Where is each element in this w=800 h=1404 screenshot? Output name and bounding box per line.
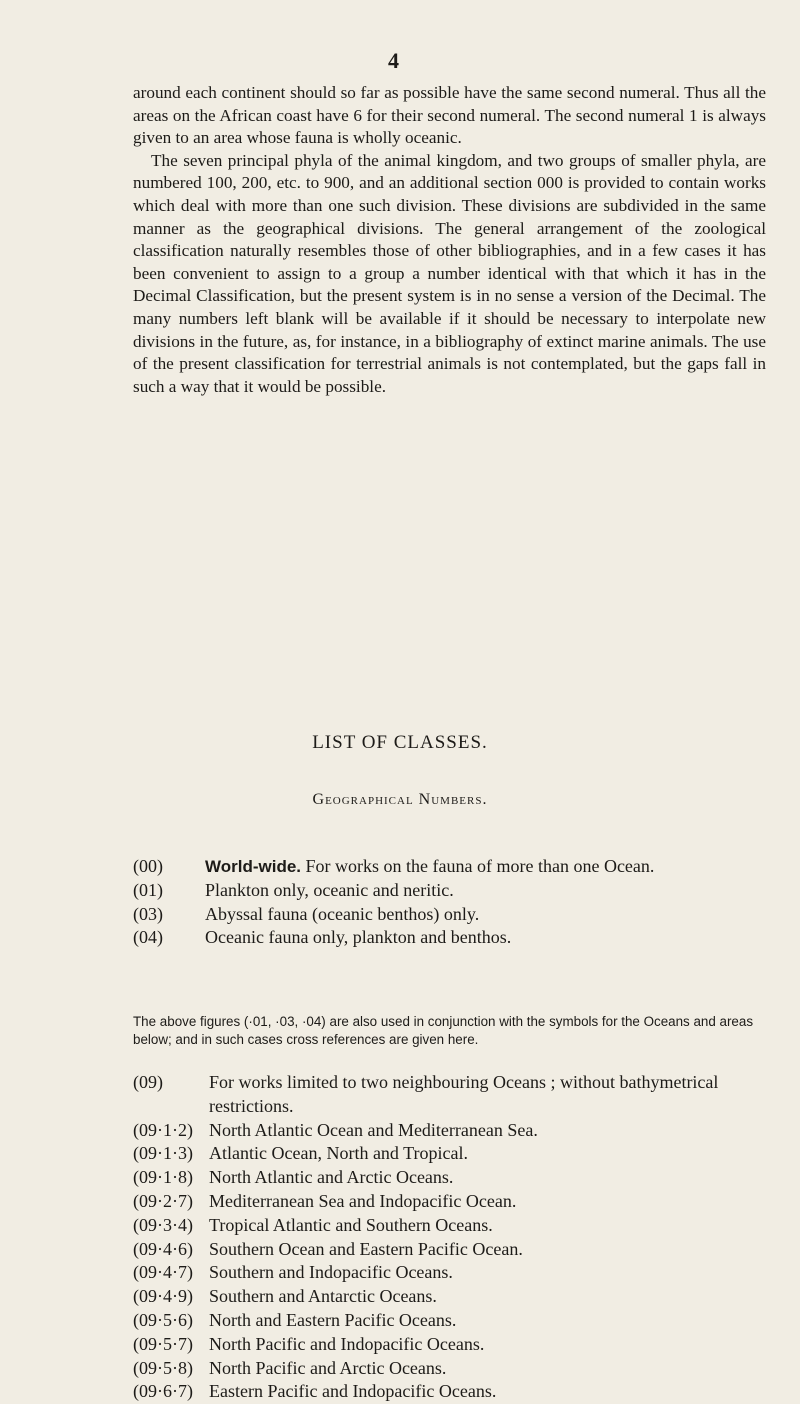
class-row bbox=[133, 1261, 766, 1285]
class-row bbox=[133, 926, 766, 950]
list-subheading: Geographical Numbers. bbox=[312, 791, 488, 808]
class-code: (09·3·4) bbox=[133, 1214, 193, 1235]
class-row bbox=[133, 855, 766, 879]
class-text: Atlantic Ocean, North and Tropical. bbox=[209, 1143, 468, 1164]
primary-class-list bbox=[133, 855, 766, 950]
class-row bbox=[133, 1166, 766, 1190]
class-text: North Atlantic Ocean and Mediterranean Sea. bbox=[209, 1119, 538, 1140]
class-code: (03) bbox=[133, 903, 163, 924]
class-row bbox=[133, 903, 766, 927]
class-text: North Pacific and Arctic Oceans. bbox=[209, 1357, 447, 1378]
class-row bbox=[133, 1071, 766, 1119]
class-text: North Pacific and Indopacific Oceans. bbox=[209, 1333, 485, 1354]
class-text: Tropical Atlantic and Southern Oceans. bbox=[209, 1214, 493, 1235]
class-text: Mediterranean Sea and Indopacific Ocean. bbox=[209, 1190, 517, 1211]
class-code: (09·5·8) bbox=[133, 1357, 193, 1378]
intro-text bbox=[133, 82, 766, 398]
footnote: The above figures (·01, ·03, ·04) are also used in conjunction with the symbols for the Oceans and areas below; and in such cases cross references are given here. bbox=[133, 1014, 754, 1047]
class-text: Plankton only, oceanic and neritic. bbox=[205, 879, 454, 900]
class-code: (09·4·6) bbox=[133, 1238, 193, 1259]
class-code: (01) bbox=[133, 879, 163, 900]
class-code: (09·1·2) bbox=[133, 1119, 193, 1140]
class-row bbox=[133, 1285, 766, 1309]
class-row bbox=[133, 1357, 766, 1381]
class-row bbox=[133, 1309, 766, 1333]
class-label: World-wide. bbox=[205, 857, 302, 876]
class-row bbox=[133, 1190, 766, 1214]
ocean-class-list bbox=[133, 1071, 766, 1404]
class-row bbox=[133, 1119, 766, 1143]
class-row bbox=[133, 1380, 766, 1404]
class-code: (09·6·7) bbox=[133, 1381, 193, 1402]
class-row bbox=[133, 879, 766, 903]
class-code: (09·5·6) bbox=[133, 1309, 193, 1330]
class-code: (09·1·3) bbox=[133, 1143, 193, 1164]
class-text: Southern and Indopacific Oceans. bbox=[209, 1262, 453, 1283]
page-number: 4 bbox=[388, 48, 399, 73]
class-code: (09·4·7) bbox=[133, 1262, 193, 1283]
class-code: (09·1·8) bbox=[133, 1167, 193, 1188]
class-text: North Atlantic and Arctic Oceans. bbox=[209, 1167, 454, 1188]
class-text: For works limited to two neighbouring Oceans ; without bathymetrical restrictions. bbox=[209, 1072, 719, 1116]
class-row bbox=[133, 1214, 766, 1238]
class-code: (09·2·7) bbox=[133, 1190, 193, 1211]
class-text: Southern Ocean and Eastern Pacific Ocean. bbox=[209, 1238, 523, 1259]
class-row bbox=[133, 1238, 766, 1262]
class-text: Abyssal fauna (oceanic benthos) only. bbox=[205, 903, 480, 924]
class-text: North and Eastern Pacific Oceans. bbox=[209, 1309, 457, 1330]
class-code: (00) bbox=[133, 856, 163, 876]
class-text: Southern and Antarctic Oceans. bbox=[209, 1286, 437, 1307]
class-row bbox=[133, 1333, 766, 1357]
class-row bbox=[133, 1142, 766, 1166]
intro-paragraph: around each continent should so far as possible have the same second numeral. Thus all the areas on the African coast have 6 for their second numeral. The second numeral 1 is always given to an area whose fauna is wholly oceanic. bbox=[133, 83, 766, 148]
class-code: (04) bbox=[133, 927, 163, 948]
list-heading: LIST OF CLASSES. bbox=[312, 732, 488, 753]
intro-paragraph: The seven principal phyla of the animal kingdom, and two groups of smaller phyla, are numbered 100, 200, etc. to 900, and an additional section 000 is provided to contain works which deal with more than one such division. These divisions are subdivided in the same manner as the geographical divisions. The general arrangement of the zoological classification naturally resembles those of other bibliographies, and in a few cases it has been convenient to assign to a group a number identical with that which it has in the Decimal Classification, but the present system is in no sense a version of the Decimal. The many numbers left blank will be available if it should be necessary to interpolate new divisions in the future, as, for instance, in a bibliography of extinct marine animals. The use of the present classification for terrestrial animals is not contemplated, but the gaps fall in such a way that it would be possible. bbox=[133, 150, 766, 396]
class-code: (09) bbox=[133, 1072, 163, 1092]
class-code: (09·4·9) bbox=[133, 1286, 193, 1307]
class-code: (09·5·7) bbox=[133, 1333, 193, 1354]
class-text: For works on the fauna of more than one Ocean. bbox=[305, 856, 655, 876]
class-text: Eastern Pacific and Indopacific Oceans. bbox=[209, 1381, 497, 1402]
class-text: Oceanic fauna only, plankton and benthos. bbox=[205, 927, 512, 948]
